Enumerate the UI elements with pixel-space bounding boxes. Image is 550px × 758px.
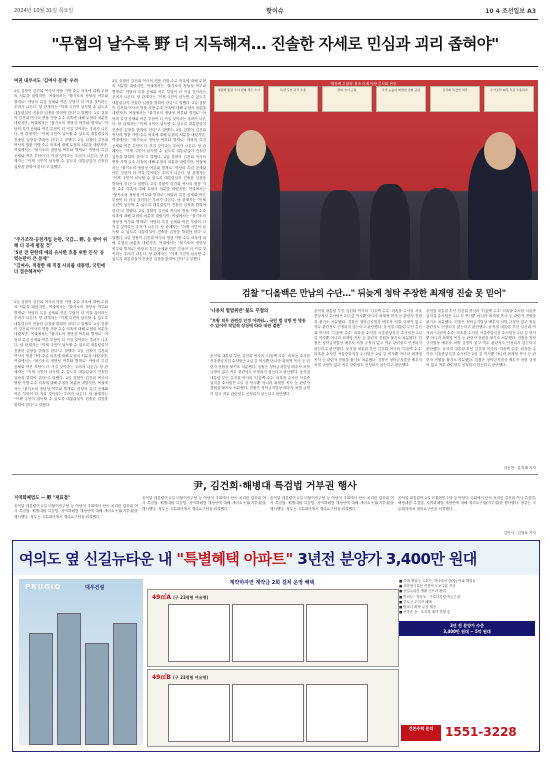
issue-date: 2024년 10월 31일 목요일 [14,8,74,14]
news-photo [210,80,538,280]
floorplan-b [147,669,399,747]
photo-banner-5: 김건희 특검법 처리 [430,86,480,112]
mid-body-1 [210,354,310,470]
section-label: 핫이슈 [266,8,284,15]
ad-title-left: 여의도 옆 신길뉴타운 내 [19,550,172,568]
ad-price-box [399,621,535,635]
mid-paragraph-2: 윤석열 대통령 부인 김건희 여사의 '디올백 수수' 의혹을 수사한 서울중앙지검 수사팀은 2일 김 여사뿐 아니라 최재영 목사 등 관련자 전원을 불기소 처분했다. 검찰은 청탁금지법상 배우자 처벌 규정이 없고 직무 관련성도 인정되지 않는다고 판단했다. [210,370,310,396]
ad-benefit-7: ■ 선착순 동 · 호지정 계약 진행 중 [399,610,451,615]
second-column-body [112,79,206,471]
mid-paragraph-6: 윤석열 대통령 부인 김건희 여사의 '디올백 수수' 의혹을 수사한 서울중앙지검 수사팀은 2일 김 여사뿐 아니라 최재영 목사 등 관련자 전원을 불기소 처분했다. 검찰은 청탁금지법상 배우자 처벌 규정이 없고 직무 관련성도 인정되지 않는다고 판단했다. [426,309,536,330]
left-quote-3: "김여사, 적절한 때 직접 사과를 대통령, 국민에 더 겸손해져야" [14,264,106,275]
left-quote-block [14,238,108,276]
second-col-paragraph-1: 2일 검찰이 김건희 여사의 명품 가방 수수 의혹에 대해 무혐의 처분을 내렸지만, 여권에서는 "불기소의 정당성 여부와 별개로" 야당의 특검 공세와 여론 부담이 더 커질 것이라는 우려가 나온다. 당 관계자는 "이제 국민이 납득할 수 있도록 대통령실이 진솔한 입장을 밝혀야 한다"고 말했다. [112,79,206,105]
mid-body-3 [426,309,536,465]
left-body-2 [14,300,108,472]
floorplan-a-label: 49㎡A [152,594,171,601]
person-face-right [484,132,516,170]
third-rule-top [12,474,538,475]
page-header [0,0,550,20]
mid-byline: 김동현 · 유지혜 기자 [503,466,536,470]
ad-floorplans [147,579,397,745]
left-body-1 [14,89,108,235]
room-b-2 [232,684,304,742]
person-figure-3 [370,184,410,280]
photo-banner-3: 편파 수사 규탄 [322,86,372,112]
room-a-2 [232,604,304,662]
third-paragraph-1: 윤석열 대통령이 2일 더불어민주당 등 야당이 국회에서 단독 처리한 김건희 여사 특검법, 해병대원 특검법, 지역화폐법 개정안에 대해 재의요구권(거부권)을 행사했다. 정부는 국무회의에서 재의요구안을 의결했다. [14,504,138,519]
ad-benefit-5: ■ 중도금 무이자 혜택 [399,599,432,604]
ad-price-label: 3년 전 분양가 수준 [449,623,484,629]
ad-title-bar [13,541,539,575]
floorplan-b-type [152,672,208,681]
left-paragraph-1-cont2: 2일 검찰이 김건희 여사의 명품 가방 수수 의혹에 대해 무혐의 처분을 내렸지만, 여권에서는 "불기소의 정당성 여부와 별개로" 야당의 특검 공세와 여론 부담이 더 커질 것이라는 우려가 나온다. 당 관계자는 "이제 국민이 납득할 수 있도록 대통령실이 진솔한 입장을 밝혀야 한다"고 말했다. [14,137,108,169]
person-figure-4 [420,188,460,280]
ad-sales-tag: 견본주택 문의 [401,725,441,741]
second-col-paragraph-4: 2일 검찰이 김건희 여사의 명품 가방 수수 의혹에 대해 무혐의 처분을 내렸지만, 여권에서는 "불기소의 정당성 여부와 별개로" 야당의 특검 공세와 여론 부담이 더 커질 것이라는 우려가 나온다. 당 관계자는 "이제 국민이 납득할 수 있도록 대통령실이 진솔한 입장을 밝혀야 한다"고 말했다. [112,154,206,186]
ad-price-info: 3,400만 원대 ~ 5억 원대 [443,628,491,634]
apartment-advertisement [12,540,540,752]
floorplan-a-sub: (구 23평형 여유형) [173,595,209,600]
person-figure-2 [320,190,360,280]
left-paragraph-2-cont: 2일 검찰이 김건희 여사의 명품 가방 수수 의혹에 대해 무혐의 처분을 내렸지만, 여권에서는 "불기소의 정당성 여부와 별개로" 야당의 특검 공세와 여론 부담이 더 커질 것이라는 우려가 나온다. 당 관계자는 "이제 국민이 납득할 수 있도록 대통령실이 진솔한 입장을 밝혀야 한다"고 말했다. [14,321,108,353]
ad-building-image [19,579,143,745]
photo-banner-6: 주가조작 의혹 특검 수용하라 [484,86,534,112]
left-paragraph-1: 2일 검찰이 김건희 여사의 명품 가방 수수 의혹에 대해 무혐의 처분을 내렸지만, 여권에서는 "불기소의 정당성 여부와 별개로" 야당의 특검 공세와 여론 부담이 더 커질 것이라는 우려가 나온다. 당 관계자는 "이제 국민이 납득할 수 있도록 대통령실이 진솔한 입장을 밝혀야 한다"고 말했다. [14,89,108,115]
third-byline: 김민서 · 김형표 기자 [503,531,536,535]
left-paragraph-1-cont: 2일 검찰이 김건희 여사의 명품 가방 수수 의혹에 대해 무혐의 처분을 내렸지만, 여권에서는 "불기소의 정당성 여부와 별개로" 야당의 특검 공세와 여론 부담이 더 커질 것이라는 우려가 나온다. 당 관계자는 "이제 국민이 납득할 수 있도록 대통령실이 진솔한 입장을 밝혀야 한다"고 말했다. [14,110,108,142]
third-paragraph-2: 윤석열 대통령이 2일 더불어민주당 등 야당이 국회에서 단독 처리한 김건희 여사 특검법, 해병대원 특검법, 지역화폐법 개정안에 대해 재의요구권(거부권)을 행사했다. 정부는 국무회의에서 재의요구안을 의결했다. [142,496,266,511]
mid-kicker: '나용처 벌법위반' 불도 무혐의 [210,309,269,314]
sub-headline: 검찰 "디올백은 만남의 수단…" 뒤늦게 청탁 주장한 최재영 진술 못 믿어" [242,289,506,299]
left-quote-2: '5년 전 판한테 예와 유사한 호흡 위한 인식' 동력논란이 큰 문제" [14,251,105,262]
ad-brand: PRUGIO [25,583,62,591]
main-headline: "무협의 날수록 野 더 지독해져… 진솔한 자세로 민심과 괴리 좁혀야" [51,35,499,53]
second-col-paragraph-7: 2일 검찰이 김건희 여사의 명품 가방 수수 의혹에 대해 무혐의 처분을 내렸지만, 여권에서는 "불기소의 정당성 여부와 별개로" 야당의 특검 공세와 여론 부담이 더 커질 것이라는 우려가 나온다. 당 관계자는 "이제 국민이 납득할 수 있도록 대통령실이 진솔한 입장을 밝혀야 한다"고 말했다. [112,235,206,262]
third-paragraph-4: 윤석열 대통령이 2일 더불어민주당 등 야당이 국회에서 단독 처리한 김건희 여사 특검법, 해병대원 특검법, 지역화폐법 개정안에 대해 재의요구권(거부권)을 행사했다. 정부는 국무회의에서 재의요구안을 의결했다. [398,496,536,511]
mid-paragraph-7: 윤석열 대통령 부인 김건희 여사의 '디올백 수수' 의혹을 수사한 서울중앙지검 수사팀은 2일 김 여사뿐 아니라 최재영 목사 등 관련자 전원을 불기소 처분했다. 검찰은 청탁금지법상 배우자 처벌 규정이 없고 직무 관련성도 인정되지 않는다고 판단했다. [426,325,536,351]
ad-mid-title: 계약하자면 계약금 2회 걸쳐 운영 혜택 [229,580,315,586]
ad-title [19,548,477,569]
third-body-2 [142,496,266,536]
ad-benefit-3: ■ 신길뉴타운 생활 인프라 완비 [399,589,446,594]
left-paragraph-2-cont3: 2일 검찰이 김건희 여사의 명품 가방 수수 의혹에 대해 무혐의 처분을 내렸지만, 여권에서는 "불기소의 정당성 여부와 별개로" 야당의 특검 공세와 여론 부담이 더 커질 것이라는 우려가 나온다. 당 관계자는 "이제 국민이 납득할 수 있도록 대통령실이 진솔한 입장을 밝혀야 한다"고 말했다. [14,375,108,407]
floorplan-a [147,589,399,667]
ad-phone-number[interactable]: 1551-3228 [445,725,517,739]
third-body-1 [14,504,138,536]
ad-contact [399,721,535,745]
second-col-paragraph-3: 2일 검찰이 김건희 여사의 명품 가방 수수 의혹에 대해 무혐의 처분을 내렸지만, 여권에서는 "불기소의 정당성 여부와 별개로" 야당의 특검 공세와 여론 부담이 더 커질 것이라는 우려가 나온다. 당 관계자는 "이제 국민이 납득할 수 있도록 대통령실이 진솔한 입장을 밝혀야 한다"고 말했다. [112,127,206,159]
third-headline: 尹, 김건희·해병대 특검법 거부권 행사 [193,481,357,492]
ad-title-right: 3년전 분양가 3,400만 원대 [297,550,477,568]
third-kicker: 지역화폐법도 ― 野 "재표결" [14,496,71,501]
floorplan-b-label: 49㎡B [152,674,171,681]
third-paragraph-3: 윤석열 대통령이 2일 더불어민주당 등 야당이 국회에서 단독 처리한 김건희 여사 특검법, 해병대원 특검법, 지역화폐법 개정안에 대해 재의요구권(거부권)을 행사했다. 정부는 국무회의에서 재의요구안을 의결했다. [270,496,394,511]
ad-builder: 대우건설 [85,585,105,591]
photo-banner-2: 특검 도입 즉각 수용 [268,86,318,112]
third-body-3 [270,496,394,536]
photo-caption-top: '명품백 무혐의' 볼포 어제 야당 긴사회 현장 [330,82,397,86]
tower-1 [29,633,53,745]
left-paragraph-2: 2일 검찰이 김건희 여사의 명품 가방 수수 의혹에 대해 무혐의 처분을 내렸지만, 여권에서는 "불기소의 정당성 여부와 별개로" 야당의 특검 공세와 여론 부담이 더 커질 것이라는 우려가 나온다. 당 관계자는 "이제 국민이 납득할 수 있도록 대통령실이 진솔한 입장을 밝혀야 한다"고 말했다. [14,300,108,326]
header-rule [12,19,538,20]
ad-benefit-6: ■ 발코니 확장 무상 제공 [399,605,436,610]
second-col-paragraph-5: 2일 검찰이 김건희 여사의 명품 가방 수수 의혹에 대해 무혐의 처분을 내렸지만, 여권에서는 "불기소의 정당성 여부와 별개로" 야당의 특검 공세와 여론 부담이 더 커질 것이라는 우려가 나온다. 당 관계자는 "이제 국민이 납득할 수 있도록 대통령실이 진솔한 입장을 밝혀야 한다"고 말했다. [112,181,206,213]
mid-points: "프랑 직무 관련성 인정 어려워… 국민 법 상방 만 방송 수 있어야 작업적 상징에 따라 내린 결론" [210,318,306,329]
floorplan-a-type [152,592,208,601]
room-a-1 [168,604,230,662]
second-col-paragraph-6: 2일 검찰이 김건희 여사의 명품 가방 수수 의혹에 대해 무혐의 처분을 내렸지만, 여권에서는 "불기소의 정당성 여부와 별개로" 야당의 특검 공세와 여론 부담이 더 커질 것이라는 우려가 나온다. 당 관계자는 "이제 국민이 납득할 수 있도록 대통령실이 진솔한 입장을 밝혀야 한다"고 말했다. [112,208,206,240]
tower-3 [85,643,109,745]
ad-title-mid: "특별혜택 아파트" [176,550,293,568]
left-paragraph-2-cont2: 2일 검찰이 김건희 여사의 명품 가방 수수 의혹에 대해 무혐의 처분을 내렸지만, 여권에서는 "불기소의 정당성 여부와 별개로" 야당의 특검 공세와 여론 부담이 더 커질 것이라는 우려가 나온다. 당 관계자는 "이제 국민이 납득할 수 있도록 대통령실이 진솔한 입장을 밝혀야 한다"고 말했다. [14,348,108,380]
floorplan-b-sub: (구 23평형 여유형) [173,675,209,680]
room-b-3 [306,684,368,742]
headline-rule [12,66,538,67]
mid-paragraph-5: 윤석열 대통령 부인 김건희 여사의 '디올백 수수' 의혹을 수사한 서울중앙지검 수사팀은 2일 김 여사뿐 아니라 최재영 목사 등 관련자 전원을 불기소 처분했다. 검찰은 청탁금지법상 배우자 처벌 규정이 없고 직무 관련성도 인정되지 않는다고 판단했다. [314,346,422,368]
mid-paragraph-1: 윤석열 대통령 부인 김건희 여사의 '디올백 수수' 의혹을 수사한 서울중앙지검 수사팀은 2일 김 여사뿐 아니라 최재영 목사 등 관련자 전원을 불기소 처분했다. 검찰은 청탁금지법상 배우자 처벌 규정이 없고 직무 관련성도 인정되지 않는다고 판단했다. [210,354,310,375]
photo-banner-4: 국민 눈높이 외면한 검찰 규탄 [376,86,426,112]
third-body-4 [398,496,536,530]
ad-benefit-4: ■ 여의도 · 영등포 · 구로디지털 직주근접 [399,594,460,599]
tower-2 [57,613,81,745]
mid-body-2 [314,309,422,471]
room-b-1 [168,684,230,742]
mid-paragraph-4: 윤석열 대통령 부인 김건희 여사의 '디올백 수수' 의혹을 수사한 서울중앙지검 수사팀은 2일 김 여사뿐 아니라 최재영 목사 등 관련자 전원을 불기소 처분했다. 검찰은 청탁금지법상 배우자 처벌 규정이 없고 직무 관련성도 인정되지 않는다고 판단했다. [314,325,422,351]
publication-info: 10 4 조선일보 A3 [485,8,536,15]
ad-benefit-1: ■ 중대 생업구, 1호기, 하나에서 강(자) 이와 계열로 [399,579,476,583]
second-col-paragraph-2: 2일 검찰이 김건희 여사의 명품 가방 수수 의혹에 대해 무혐의 처분을 내렸지만, 여권에서는 "불기소의 정당성 여부와 별개로" 야당의 특검 공세와 여론 부담이 더 커질 것이라는 우려가 나온다. 당 관계자는 "이제 국민이 납득할 수 있도록 대통령실이 진솔한 입장을 밝혀야 한다"고 말했다. [112,100,206,132]
sub-head-rule [210,302,538,303]
tower-4 [113,623,137,745]
left-kicker: 여권 내부서도 '김여사 문제' 우려 [14,79,78,84]
ad-benefit-2: ■ 지하철 7호선 신풍역 도보 2분 거리 [399,584,456,589]
person-face-left [236,130,266,166]
photo-banner-1: 명품백 종결 수사 편파 축소 수사 [214,86,264,112]
left-quote-1: "주가조작·공천개입 논란, 국감… 野, 등 방어 위해 더 공세 펼칠 것" [14,238,108,249]
mid-paragraph-8: 윤석열 대통령 부인 김건희 여사의 '디올백 수수' 의혹을 수사한 서울중앙지검 수사팀은 2일 김 여사뿐 아니라 최재영 목사 등 관련자 전원을 불기소 처분했다. 검찰은 청탁금지법상 배우자 처벌 규정이 없고 직무 관련성도 인정되지 않는다고 판단했다. [426,346,536,368]
mid-paragraph-3: 윤석열 대통령 부인 김건희 여사의 '디올백 수수' 의혹을 수사한 서울중앙지검 수사팀은 2일 김 여사뿐 아니라 최재영 목사 등 관련자 전원을 불기소 처분했다. 검찰은 청탁금지법상 배우자 처벌 규정이 없고 직무 관련성도 인정되지 않는다고 판단했다. [314,309,422,330]
room-a-3 [306,604,368,662]
